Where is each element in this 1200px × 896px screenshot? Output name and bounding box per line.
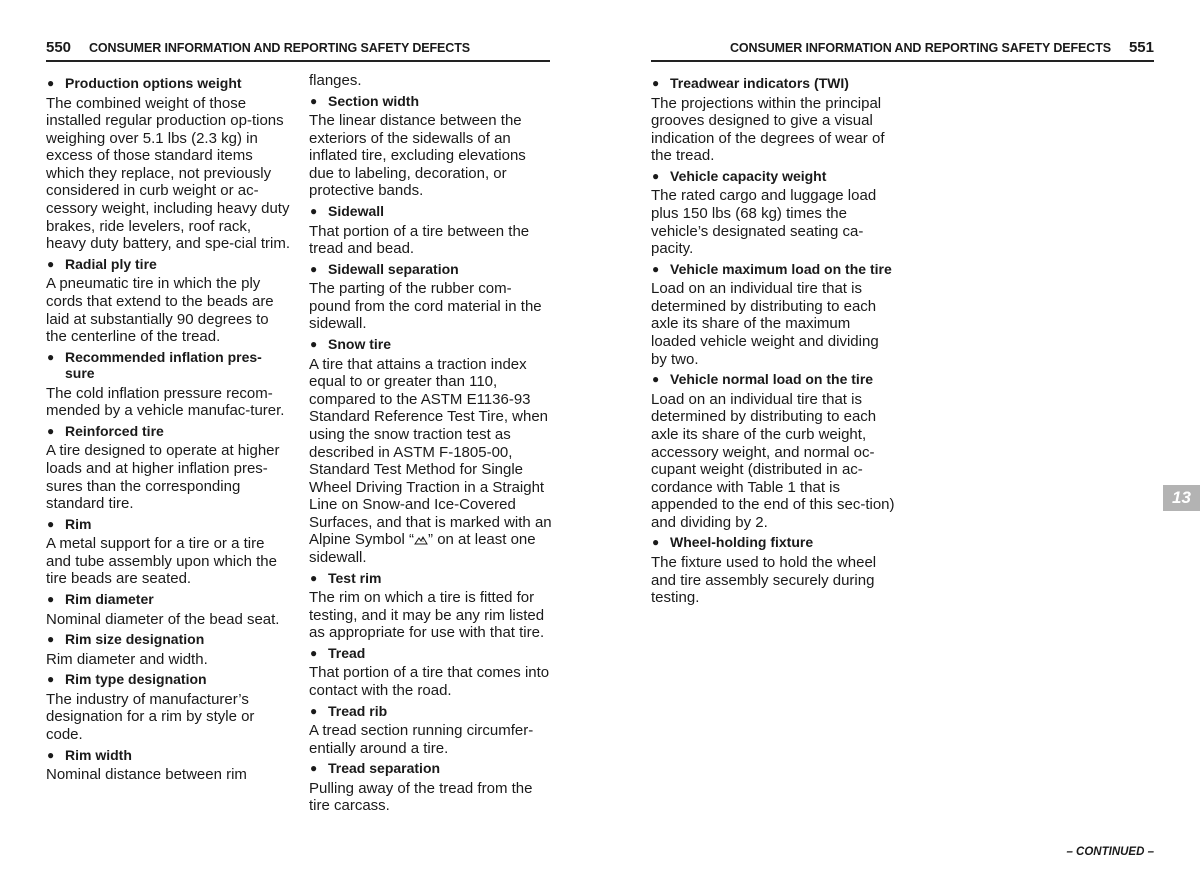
bullet-icon: ● (47, 592, 55, 607)
glossary-definition: The linear distance between the exteriors of the sidewalls of an inflated tire, excluding elevations due to labeling, decoration, or protective bands. (309, 112, 526, 200)
glossary-term: ● Recommended inflation pres-sure (47, 348, 262, 382)
glossary-term: ● Test rim (310, 569, 382, 586)
bullet-icon: ● (47, 76, 55, 90)
glossary-term: ● Production options weight (47, 75, 242, 91)
glossary-definition: A tread section running circumfer-entially around a tire. (309, 722, 534, 757)
glossary-definition: Load on an individual tire that is determined by distributing to each axle its share of the curb weight, accessory weight, and normal oc-cupant weight (distributed in ac-cordance with Table 1 that is appended to the end of this sec-tion) and dividing by 2. (651, 390, 895, 531)
bullet-icon: ● (47, 349, 55, 364)
glossary-term: ● Section width (310, 92, 419, 109)
glossary-definition: A pneumatic tire in which the ply cords that extend to the beads are laid at substantially 90 degrees to the centerline of the tread. (46, 275, 274, 346)
glossary-term: ● Tread (310, 644, 366, 661)
glossary-term: ● Snow tire (310, 336, 392, 353)
bullet-icon: ● (310, 570, 318, 585)
right-page-number: 551 (1128, 39, 1154, 56)
bullet-icon: ● (47, 256, 55, 271)
continued-definition: flanges. (309, 72, 362, 89)
bullet-icon: ● (652, 535, 660, 550)
glossary-term: ● Radial ply tire (47, 255, 157, 272)
section-tab: 13 (1163, 485, 1200, 511)
glossary-term: ● Wheel-holding fixture (652, 534, 814, 551)
glossary-term: ● Sidewall (310, 203, 385, 220)
glossary-term: ● Rim width (47, 746, 132, 763)
left-page-title: CONSUMER INFORMATION AND REPORTING SAFETY DEFECTS (89, 41, 470, 55)
right-page-header (651, 38, 1154, 62)
glossary-term: ● Rim type designation (47, 671, 207, 688)
glossary-definition: That portion of a tire that comes into contact with the road. (309, 664, 550, 700)
glossary-term: ● Reinforced tire (47, 422, 164, 439)
glossary-definition: A tire that attains a traction index equal to or greater than 110, compared to the ASTM E1136-93 Standard Reference Test Tire, when using the snow traction test as described in ASTM F-1805-00, Standard Test Method for Single Wheel Driving Traction in a Straight Line on Snow-and Ice-Covered Surfaces, and that is marked with an Alpine Symbol “ ” on at least one sidewall. (309, 355, 552, 567)
bullet-icon: ● (47, 632, 55, 647)
glossary-definition: Rim diameter and width. (46, 650, 208, 668)
left-page-number: 550 (46, 39, 72, 56)
glossary-definition: The cold inflation pressure recom-mended by a vehicle manufac-turer. (46, 384, 285, 420)
glossary-definition: Nominal distance between rim (46, 766, 247, 784)
glossary-term: ● Sidewall separation (310, 260, 459, 277)
right-page-title: CONSUMER INFORMATION AND REPORTING SAFETY DEFECTS (730, 41, 1111, 55)
glossary-term: ● Vehicle capacity weight (652, 167, 827, 184)
bullet-icon: ● (652, 372, 660, 387)
bullet-icon: ● (310, 703, 318, 718)
bullet-icon: ● (652, 261, 660, 276)
glossary-definition: A tire designed to operate at higher loads and at higher inflation pres-sures than the corresponding standard tire. (46, 442, 280, 513)
glossary-definition: Nominal diameter of the bead seat. (46, 610, 280, 628)
glossary-term: ● Tread separation (310, 760, 441, 777)
glossary-term: ● Rim (47, 515, 92, 532)
glossary-definition: The fixture used to hold the wheel and tire assembly securely during testing. (651, 553, 877, 607)
glossary-definition: The rim on which a tire is fitted for testing, and it may be any rim listed as appropriate for use with that tire. (309, 589, 545, 642)
glossary-term: ● Tread rib (310, 702, 388, 719)
glossary-definition: Pulling away of the tread from the tire carcass. (309, 779, 533, 815)
glossary-definition: Load on an individual tire that is determined by distributing to each axle its share of the maximum loaded vehicle weight and dividing by two. (651, 280, 879, 368)
glossary-definition: A metal support for a tire or a tire and tube assembly upon which the tire beads are seated. (46, 535, 277, 588)
glossary-definition: The rated cargo and luggage load plus 150 lbs (68 kg) times the vehicle’s designated seating ca-pacity. (651, 187, 877, 258)
glossary-definition: That portion of a tire between the tread and bead. (309, 222, 530, 258)
bullet-icon: ● (310, 645, 318, 660)
glossary-term: ● Rim diameter (47, 591, 154, 608)
glossary-term: ● Vehicle maximum load on the tire (652, 260, 892, 277)
glossary-definition: The parting of the rubber com-pound from the cord material in the sidewall. (309, 280, 542, 333)
bullet-icon: ● (310, 337, 318, 352)
left-page-header (46, 38, 550, 62)
column-right (651, 72, 897, 608)
bullet-icon: ● (310, 93, 318, 108)
glossary-term: ● Treadwear indicators (TWI) (652, 75, 849, 91)
bullet-icon: ● (652, 168, 660, 183)
glossary-definition: The projections within the principal grooves designed to give a visual indication of the degrees of wear of the tread. (651, 94, 885, 165)
bullet-icon: ● (47, 516, 55, 531)
continued-label: – CONTINUED – (1066, 846, 1154, 858)
glossary-definition: The combined weight of those installed regular production op-tions weighing over 5.1 lbs (2.3 kg) in excess of those standard items which they replace, not previously considered in curb weight or ac-cessory weight, including heavy duty brakes, ride levelers, roof rack, heavy duty battery, and spe-cial trim. (46, 94, 290, 253)
bullet-icon: ● (310, 204, 318, 219)
bullet-icon: ● (310, 261, 318, 276)
glossary-term: ● Rim size designation (47, 631, 205, 648)
bullet-icon: ● (310, 761, 318, 776)
glossary-term: ● Vehicle normal load on the tire (652, 371, 874, 388)
glossary-definition: The industry of manufacturer’s designation for a rim by style or code. (46, 690, 255, 743)
bullet-icon: ● (47, 672, 55, 687)
column-middle (309, 72, 553, 816)
column-left (46, 72, 290, 785)
bullet-icon: ● (47, 747, 55, 762)
bullet-icon: ● (652, 76, 660, 90)
alpine-symbol-icon (414, 535, 428, 545)
bullet-icon: ● (47, 423, 55, 438)
